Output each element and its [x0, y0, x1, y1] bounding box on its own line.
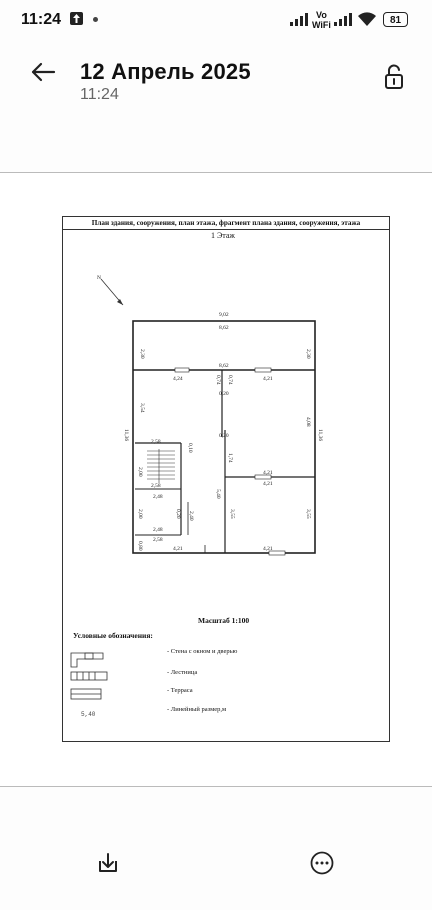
dim-top-inner: 8,62: [219, 325, 229, 331]
wifi-icon: [357, 11, 377, 32]
dim-right-mid-w2: 4,21: [263, 481, 273, 487]
bottom-toolbar: [0, 840, 432, 885]
dim-left-height: 11,36: [123, 429, 129, 442]
dim-bath-inner: 0,20: [175, 509, 181, 519]
legend-sample-dimension: 5,40: [81, 711, 96, 718]
dim-mid-width: 8,62: [219, 363, 229, 369]
legend-title: Условные обозначения:: [73, 631, 153, 640]
dim-right-room-h2: 3,55: [305, 509, 311, 519]
dim-terrace-right: 2,30: [305, 349, 311, 359]
legend-item-dimension: - Линейный размер,м: [167, 706, 227, 713]
document-viewer[interactable]: [0, 172, 432, 787]
legend-item-wall: - Стена с окном и дверью: [167, 648, 238, 655]
notification-dot-icon: [93, 17, 98, 22]
floor-plan: [63, 217, 389, 741]
status-time: 11:24: [21, 11, 62, 28]
signal-strength-icon-2: [334, 11, 352, 26]
dim-right-height: 11,36: [317, 429, 323, 442]
dim-upper-right-h: 4,08: [305, 417, 311, 427]
dim-stair-gap: 0,10: [187, 443, 193, 453]
dim-room-w-left: 4,24: [173, 376, 183, 382]
dim-bottom-w: 4,21: [173, 546, 183, 552]
legend-wall-icon: [71, 653, 103, 667]
signal-strength-icon: [290, 11, 308, 26]
dim-stair-h: 2,00: [137, 467, 143, 477]
page-title: 12 Апрель 2025: [80, 59, 251, 84]
dim-bath-w: 2,48: [153, 494, 163, 500]
dim-bath-w2: 2,48: [153, 527, 163, 533]
dim-wall-c: 0,20: [219, 391, 229, 397]
dim-bottom-left-small: 0,80: [137, 541, 143, 551]
document-sheet: [62, 216, 390, 742]
dim-bath-side: 2,40: [188, 511, 194, 521]
scale-label: Масштаб 1:100: [198, 616, 250, 625]
dim-terrace-left: 2,30: [139, 349, 145, 359]
more-options-icon: [309, 850, 335, 876]
dim-right-room-h: 3,55: [229, 509, 235, 519]
download-icon: [96, 851, 120, 875]
dim-corridor-h: 1,74: [227, 453, 233, 463]
dim-stair-w2: 2,58: [151, 483, 161, 489]
dim-top-outer: 9,02: [219, 312, 229, 318]
dim-hall-h: 5,40: [215, 489, 221, 499]
dim-corridor-w: 0,20: [219, 433, 229, 439]
legend-terrace-icon: [71, 689, 101, 699]
dim-bottom-right-w: 4,21: [263, 546, 273, 552]
dim-bottom-left-w: 2,58: [153, 537, 163, 543]
dim-upper-left-h: 3,54: [139, 403, 145, 413]
north-label: N: [97, 275, 101, 281]
battery-icon: 81: [383, 12, 408, 27]
dim-bath-h: 2,00: [137, 509, 143, 519]
stairs-icon: [147, 449, 175, 483]
dim-right-mid-w: 4,21: [263, 470, 273, 476]
dim-stair-w: 2,58: [151, 439, 161, 445]
download-button[interactable]: [93, 848, 123, 878]
legend-item-terrace: - Терраса: [167, 687, 193, 694]
status-bar: [0, 0, 432, 40]
unlock-icon: [383, 64, 405, 90]
dim-wall-a: 0,74: [215, 375, 221, 385]
dim-room-w-right: 4,21: [263, 376, 273, 382]
vowifi-indicator: Vo WiFi: [312, 10, 331, 30]
legend-item-stairs: - Лестница: [167, 669, 198, 676]
legend-stairs-icon: [71, 672, 107, 680]
dim-wall-b: 0,74: [227, 375, 233, 385]
header: [0, 48, 432, 118]
upload-notification-icon: [70, 12, 83, 25]
sheet-title: План здания, сооружения, план этажа, фрагмент плана здания, сооружения, этажа: [63, 217, 389, 230]
floor-label: 1 Этаж: [211, 231, 235, 240]
more-options-button[interactable]: [307, 848, 337, 878]
page-subtitle: 11:24: [80, 86, 119, 103]
back-button[interactable]: [25, 54, 61, 90]
unlock-button[interactable]: [377, 60, 411, 94]
arrow-left-icon: [30, 61, 56, 83]
